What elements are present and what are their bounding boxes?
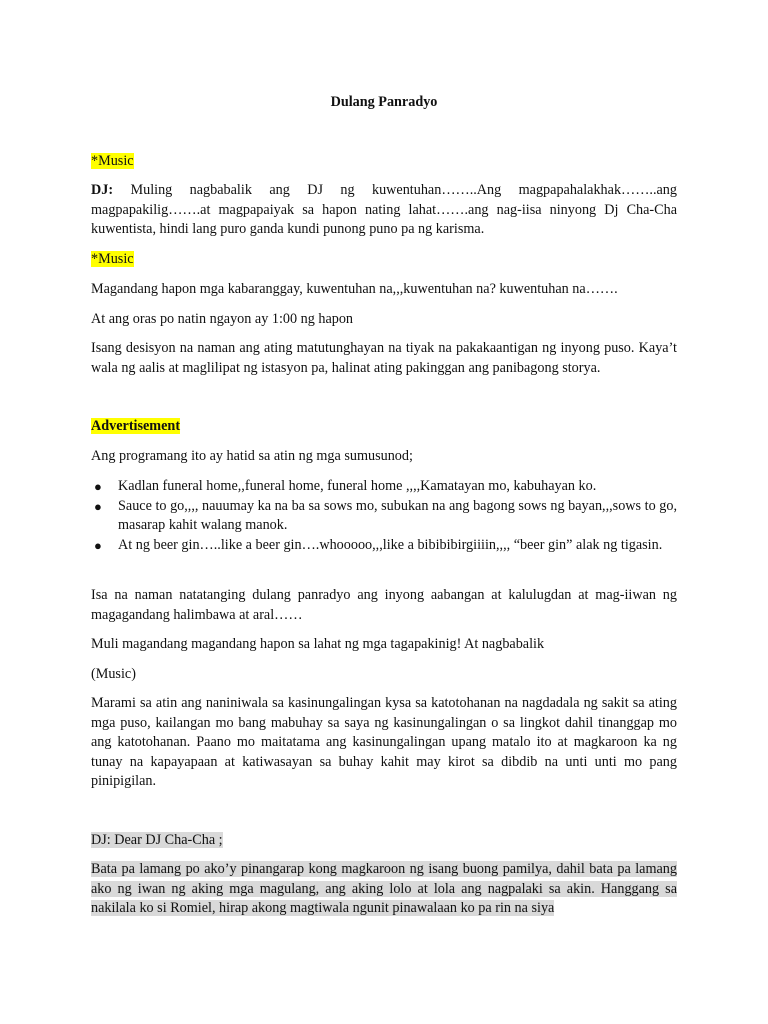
music-cue-2 bbox=[91, 250, 677, 270]
dj-intro-text: Muling nagbabalik ang DJ ng kuwentuhan……..Ang magpapahalakhak……..ang magpapakilig…….at magpapaiyak sa hapon nating lahat…….ang nag-iisa ninyong Dj Cha-Cha kuwentista, hindi lang puro ganda kundi punong puno pa ng karisma. bbox=[91, 182, 677, 237]
list-item bbox=[91, 497, 677, 536]
bullet-icon: ● bbox=[94, 537, 102, 553]
welcome-back-paragraph: Muli magandang magandang hapon sa lahat ng mga tagapakinig! At nagbabalik bbox=[91, 636, 545, 652]
list-item-text: Kadlan funeral home,,funeral home, funeral home ,,,,Kamatayan mo, kabuhayan ko. bbox=[118, 478, 597, 494]
lies-paragraph: Marami sa atin ang naniniwala sa kasinungalingan kysa sa katotohanan na nagdadala ng sakit sa ating mga puso, kailangan mo bang mabuhay sa saya ng kasinungalingan o sa lingkot dahil tinanggap mo ang katotohanan. Paano mo maitatama ang kasinungalingan upang matalo ito at magkaroon ka ng tunay na kapayapaan at katiwasayan sa buhay kahit may kirot sa dibdib na unti unti mo pang pinipigilan. bbox=[91, 695, 677, 789]
music-cue-1-text: *Music bbox=[91, 153, 134, 169]
bullet-icon: ● bbox=[94, 479, 102, 494]
list-item bbox=[91, 477, 677, 497]
decision-paragraph: Isang desisyon na naman ang ating matutunghayan na tiyak na pakakaantigan ng inyong puso. Kaya’t wala ng aalis at maglilipat ng istasyon pa, halinat ating pakinggan ang panibagong storya. bbox=[91, 340, 677, 376]
drama-intro-paragraph: Isa na naman natatanging dulang panradyo ang inyong aabangan at kalulugdan at mag-iiwan ng magagandang halimbawa at aral…… bbox=[91, 587, 677, 623]
list-item-text: Sauce to go,,,, nauumay ka na ba sa sows mo, subukan na ang bagong sows ng bayan,,,sows to go, masarap kahit walang manok. bbox=[118, 497, 677, 533]
music-cue-3: (Music) bbox=[91, 666, 136, 682]
time-paragraph: At ang oras po natin ngayon ay 1:00 ng hapon bbox=[91, 311, 354, 327]
letter-salutation-text: DJ: Dear DJ Cha-Cha ; bbox=[91, 832, 223, 848]
advertisement-heading bbox=[91, 417, 677, 437]
list-item bbox=[91, 536, 677, 556]
letter-body-text: Bata pa lamang po ako’y pinangarap kong magkaroon ng isang buong pamilya, dahil bata pa lamang ako ng iwan ng aking mga magulang, ang aking lolo at lola ang nagpalaki sa akin. Hanggang sa nakilala ko si Romiel, hirap akong magtiwala ngunit pinawalaan ko pa rin na siya bbox=[91, 861, 677, 916]
list-item-text: At ng beer gin…..like a beer gin….whooooo,,,like a bibibibirgiiiin,,,, “beer gin” alak ng tigasin. bbox=[118, 536, 663, 553]
sponsors-intro-paragraph: Ang programang ito ay hatid sa atin ng mga sumusunod; bbox=[91, 448, 413, 464]
page-title: Dulang Panradyo bbox=[330, 94, 438, 110]
letter-salutation bbox=[91, 831, 677, 851]
music-cue-2-text: *Music bbox=[91, 251, 134, 267]
bullet-icon: ● bbox=[94, 498, 102, 514]
sponsor-list bbox=[91, 477, 677, 555]
advertisement-heading-text: Advertisement bbox=[91, 418, 181, 434]
dj-label: DJ: bbox=[91, 182, 114, 198]
music-cue-1 bbox=[91, 152, 677, 172]
greeting-paragraph: Magandang hapon mga kabaranggay, kuwentuhan na,,,kuwentuhan na? kuwentuhan na……. bbox=[91, 281, 618, 297]
letter-body bbox=[91, 860, 677, 919]
dj-intro-paragraph bbox=[91, 181, 677, 240]
